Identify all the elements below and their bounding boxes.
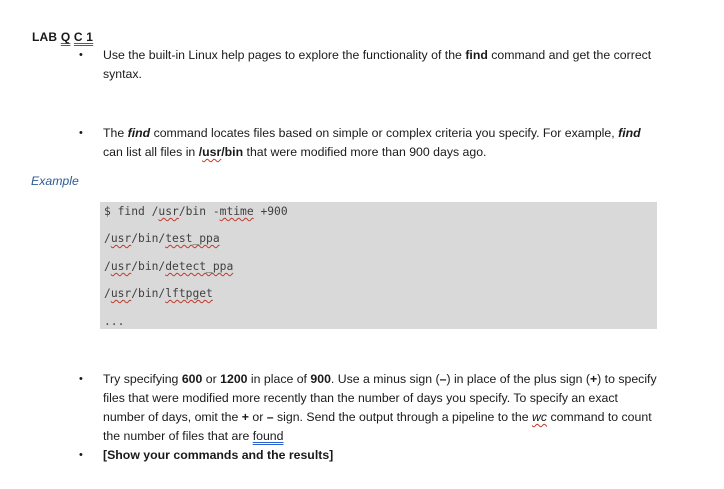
bullet-icon: • xyxy=(79,373,83,385)
bullet-icon: • xyxy=(79,127,83,139)
code-line-output: /usr/bin/test_ppa xyxy=(104,232,220,245)
lab-title-c1: C 1 xyxy=(73,30,94,44)
bullet-icon: • xyxy=(79,449,83,461)
paragraph-help-pages: Use the built-in Linux help pages to explore the functionality of the find command and get the correct syntax. xyxy=(103,48,652,81)
code-line-command: $ find /usr/bin -mtime +900 xyxy=(104,205,288,218)
list-item-explore-help xyxy=(79,46,659,84)
example-label: Example xyxy=(31,174,79,188)
list-item-show-results xyxy=(79,446,659,465)
code-line-ellipsis: ... xyxy=(104,315,125,328)
code-example-block xyxy=(100,202,657,329)
bullet-icon: • xyxy=(79,49,83,61)
paragraph-find-description: The find command locates files based on simple or complex criteria you specify. For example, find can list all files in /usr/bin that were modified more than 900 days ago. xyxy=(103,126,641,159)
code-line-output: /usr/bin/detect_ppa xyxy=(104,260,234,273)
code-line-output: /usr/bin/lftpget xyxy=(104,287,213,300)
paragraph-show-results: [Show your commands and the results] xyxy=(103,448,334,462)
lab-title-q: Q xyxy=(60,30,71,44)
paragraph-try-specifying: Try specifying 600 or 1200 in place of 900. Use a minus sign (–) in place of the plus sign (+) to specify files that were modified more recently than the number of days you specify. To specify an exact number of days, omit the + or – sign. Send the output through a pipeline to the wc command to count the number of files that are found xyxy=(103,372,657,443)
lab-title-lab: LAB xyxy=(32,30,58,44)
list-item-try-specifying xyxy=(79,370,659,446)
lab-title xyxy=(32,29,93,45)
list-item-find-description xyxy=(79,124,659,162)
